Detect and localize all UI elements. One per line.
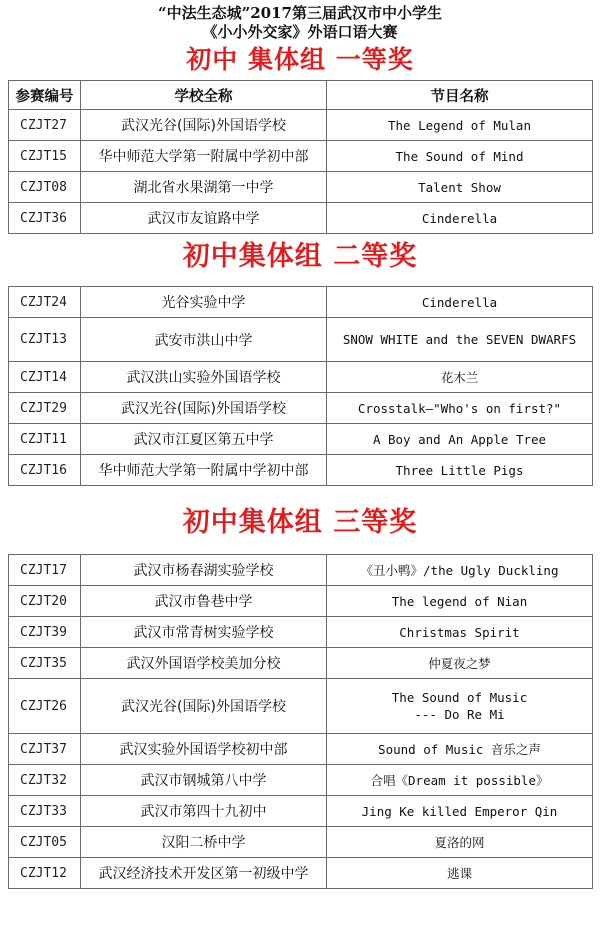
table-row: [9, 393, 593, 424]
table-row: [9, 318, 593, 362]
school-name: 武汉外国语学校美加分校: [81, 648, 327, 679]
column-header-program: 节目名称: [327, 81, 593, 110]
school-name: 武安市洪山中学: [81, 318, 327, 362]
entry-code: CZJT05: [9, 827, 81, 858]
table-row: [9, 287, 593, 318]
program-name: Talent Show: [327, 172, 593, 203]
award-sheet: [8, 0, 592, 889]
program-name: The legend of Nian: [327, 586, 593, 617]
program-name: Crosstalk—"Who's on first?": [327, 393, 593, 424]
school-name: 武汉市第四十九初中: [81, 796, 327, 827]
school-name: 武汉光谷(国际)外国语学校: [81, 679, 327, 734]
entry-code: CZJT13: [9, 318, 81, 362]
program-name: 逃课: [327, 858, 593, 889]
table-row: [9, 734, 593, 765]
entry-code: CZJT32: [9, 765, 81, 796]
table-row: [9, 679, 593, 734]
program-name: 合唱《Dream it possible》: [327, 765, 593, 796]
entry-code: CZJT26: [9, 679, 81, 734]
award-heading-first-prize: 初中 集体组 一等奖: [186, 45, 414, 74]
second-prize-table: [8, 286, 593, 486]
program-name: A Boy and An Apple Tree: [327, 424, 593, 455]
program-name: 花木兰: [327, 362, 593, 393]
entry-code: CZJT39: [9, 617, 81, 648]
entry-code: CZJT15: [9, 141, 81, 172]
table-row: [9, 765, 593, 796]
table-row: [9, 362, 593, 393]
entry-code: CZJT12: [9, 858, 81, 889]
table-row: [9, 203, 593, 234]
table-header-row: [9, 81, 593, 110]
school-name: 华中师范大学第一附属中学初中部: [81, 141, 327, 172]
school-name: 武汉市友谊路中学: [81, 203, 327, 234]
entry-code: CZJT20: [9, 586, 81, 617]
school-name: 华中师范大学第一附属中学初中部: [81, 455, 327, 486]
table-row: [9, 555, 593, 586]
table-row: [9, 141, 593, 172]
school-name: 武汉实验外国语学校初中部: [81, 734, 327, 765]
school-name: 汉阳二桥中学: [81, 827, 327, 858]
program-name: The Sound of Mind: [327, 141, 593, 172]
program-name: Three Little Pigs: [327, 455, 593, 486]
school-name: 光谷实验中学: [81, 287, 327, 318]
program-name: Cinderella: [327, 203, 593, 234]
program-name: SNOW WHITE and the SEVEN DWARFS: [327, 318, 593, 362]
contest-title-line-2: 《小小外交家》外语口语大赛: [202, 23, 398, 41]
program-name: 夏洛的网: [327, 827, 593, 858]
award-heading-second-prize: 初中集体组 二等奖: [182, 241, 418, 272]
first-prize-table: [8, 80, 593, 234]
program-name: 仲夏夜之梦: [327, 648, 593, 679]
table-row: [9, 172, 593, 203]
entry-code: CZJT24: [9, 287, 81, 318]
entry-code: CZJT14: [9, 362, 81, 393]
entry-code: CZJT17: [9, 555, 81, 586]
program-name: Jing Ke killed Emperor Qin: [327, 796, 593, 827]
school-name: 武汉光谷(国际)外国语学校: [81, 393, 327, 424]
table-row: [9, 648, 593, 679]
school-name: 武汉市杨春湖实验学校: [81, 555, 327, 586]
third-prize-table: [8, 554, 593, 889]
program-name: Sound of Music 音乐之声: [327, 734, 593, 765]
entry-code: CZJT11: [9, 424, 81, 455]
award-heading-third-prize: 初中集体组 三等奖: [182, 507, 418, 538]
program-name: The Legend of Mulan: [327, 110, 593, 141]
entry-code: CZJT36: [9, 203, 81, 234]
third-prize-rows: [9, 555, 593, 889]
table-row: [9, 858, 593, 889]
school-name: 武汉经济技术开发区第一初级中学: [81, 858, 327, 889]
entry-code: CZJT16: [9, 455, 81, 486]
section-gap: [8, 486, 592, 500]
entry-code: CZJT33: [9, 796, 81, 827]
table-row: [9, 827, 593, 858]
table-row: [9, 110, 593, 141]
column-header-code: 参赛编号: [9, 81, 81, 110]
school-name: 武汉洪山实验外国语学校: [81, 362, 327, 393]
program-name: Cinderella: [327, 287, 593, 318]
entry-code: CZJT08: [9, 172, 81, 203]
school-name: 武汉市常青树实验学校: [81, 617, 327, 648]
entry-code: CZJT29: [9, 393, 81, 424]
table-row: [9, 617, 593, 648]
school-name: 武汉光谷(国际)外国语学校: [81, 110, 327, 141]
table-row: [9, 796, 593, 827]
second-prize-rows: [9, 287, 593, 486]
first-prize-rows: [9, 110, 593, 234]
program-name: 《丑小鸭》/the Ugly Duckling: [327, 555, 593, 586]
entry-code: CZJT35: [9, 648, 81, 679]
column-header-school: 学校全称: [81, 81, 327, 110]
school-name: 武汉市鲁巷中学: [81, 586, 327, 617]
school-name: 湖北省水果湖第一中学: [81, 172, 327, 203]
school-name: 武汉市钢城第八中学: [81, 765, 327, 796]
entry-code: CZJT37: [9, 734, 81, 765]
program-name: The Sound of Music --- Do Re Mi: [327, 679, 593, 734]
table-row: [9, 586, 593, 617]
contest-title-line-1: “中法生态城”2017第三届武汉市中小学生: [157, 4, 442, 22]
program-name: Christmas Spirit: [327, 617, 593, 648]
school-name: 武汉市江夏区第五中学: [81, 424, 327, 455]
table-row: [9, 455, 593, 486]
table-row: [9, 424, 593, 455]
entry-code: CZJT27: [9, 110, 81, 141]
